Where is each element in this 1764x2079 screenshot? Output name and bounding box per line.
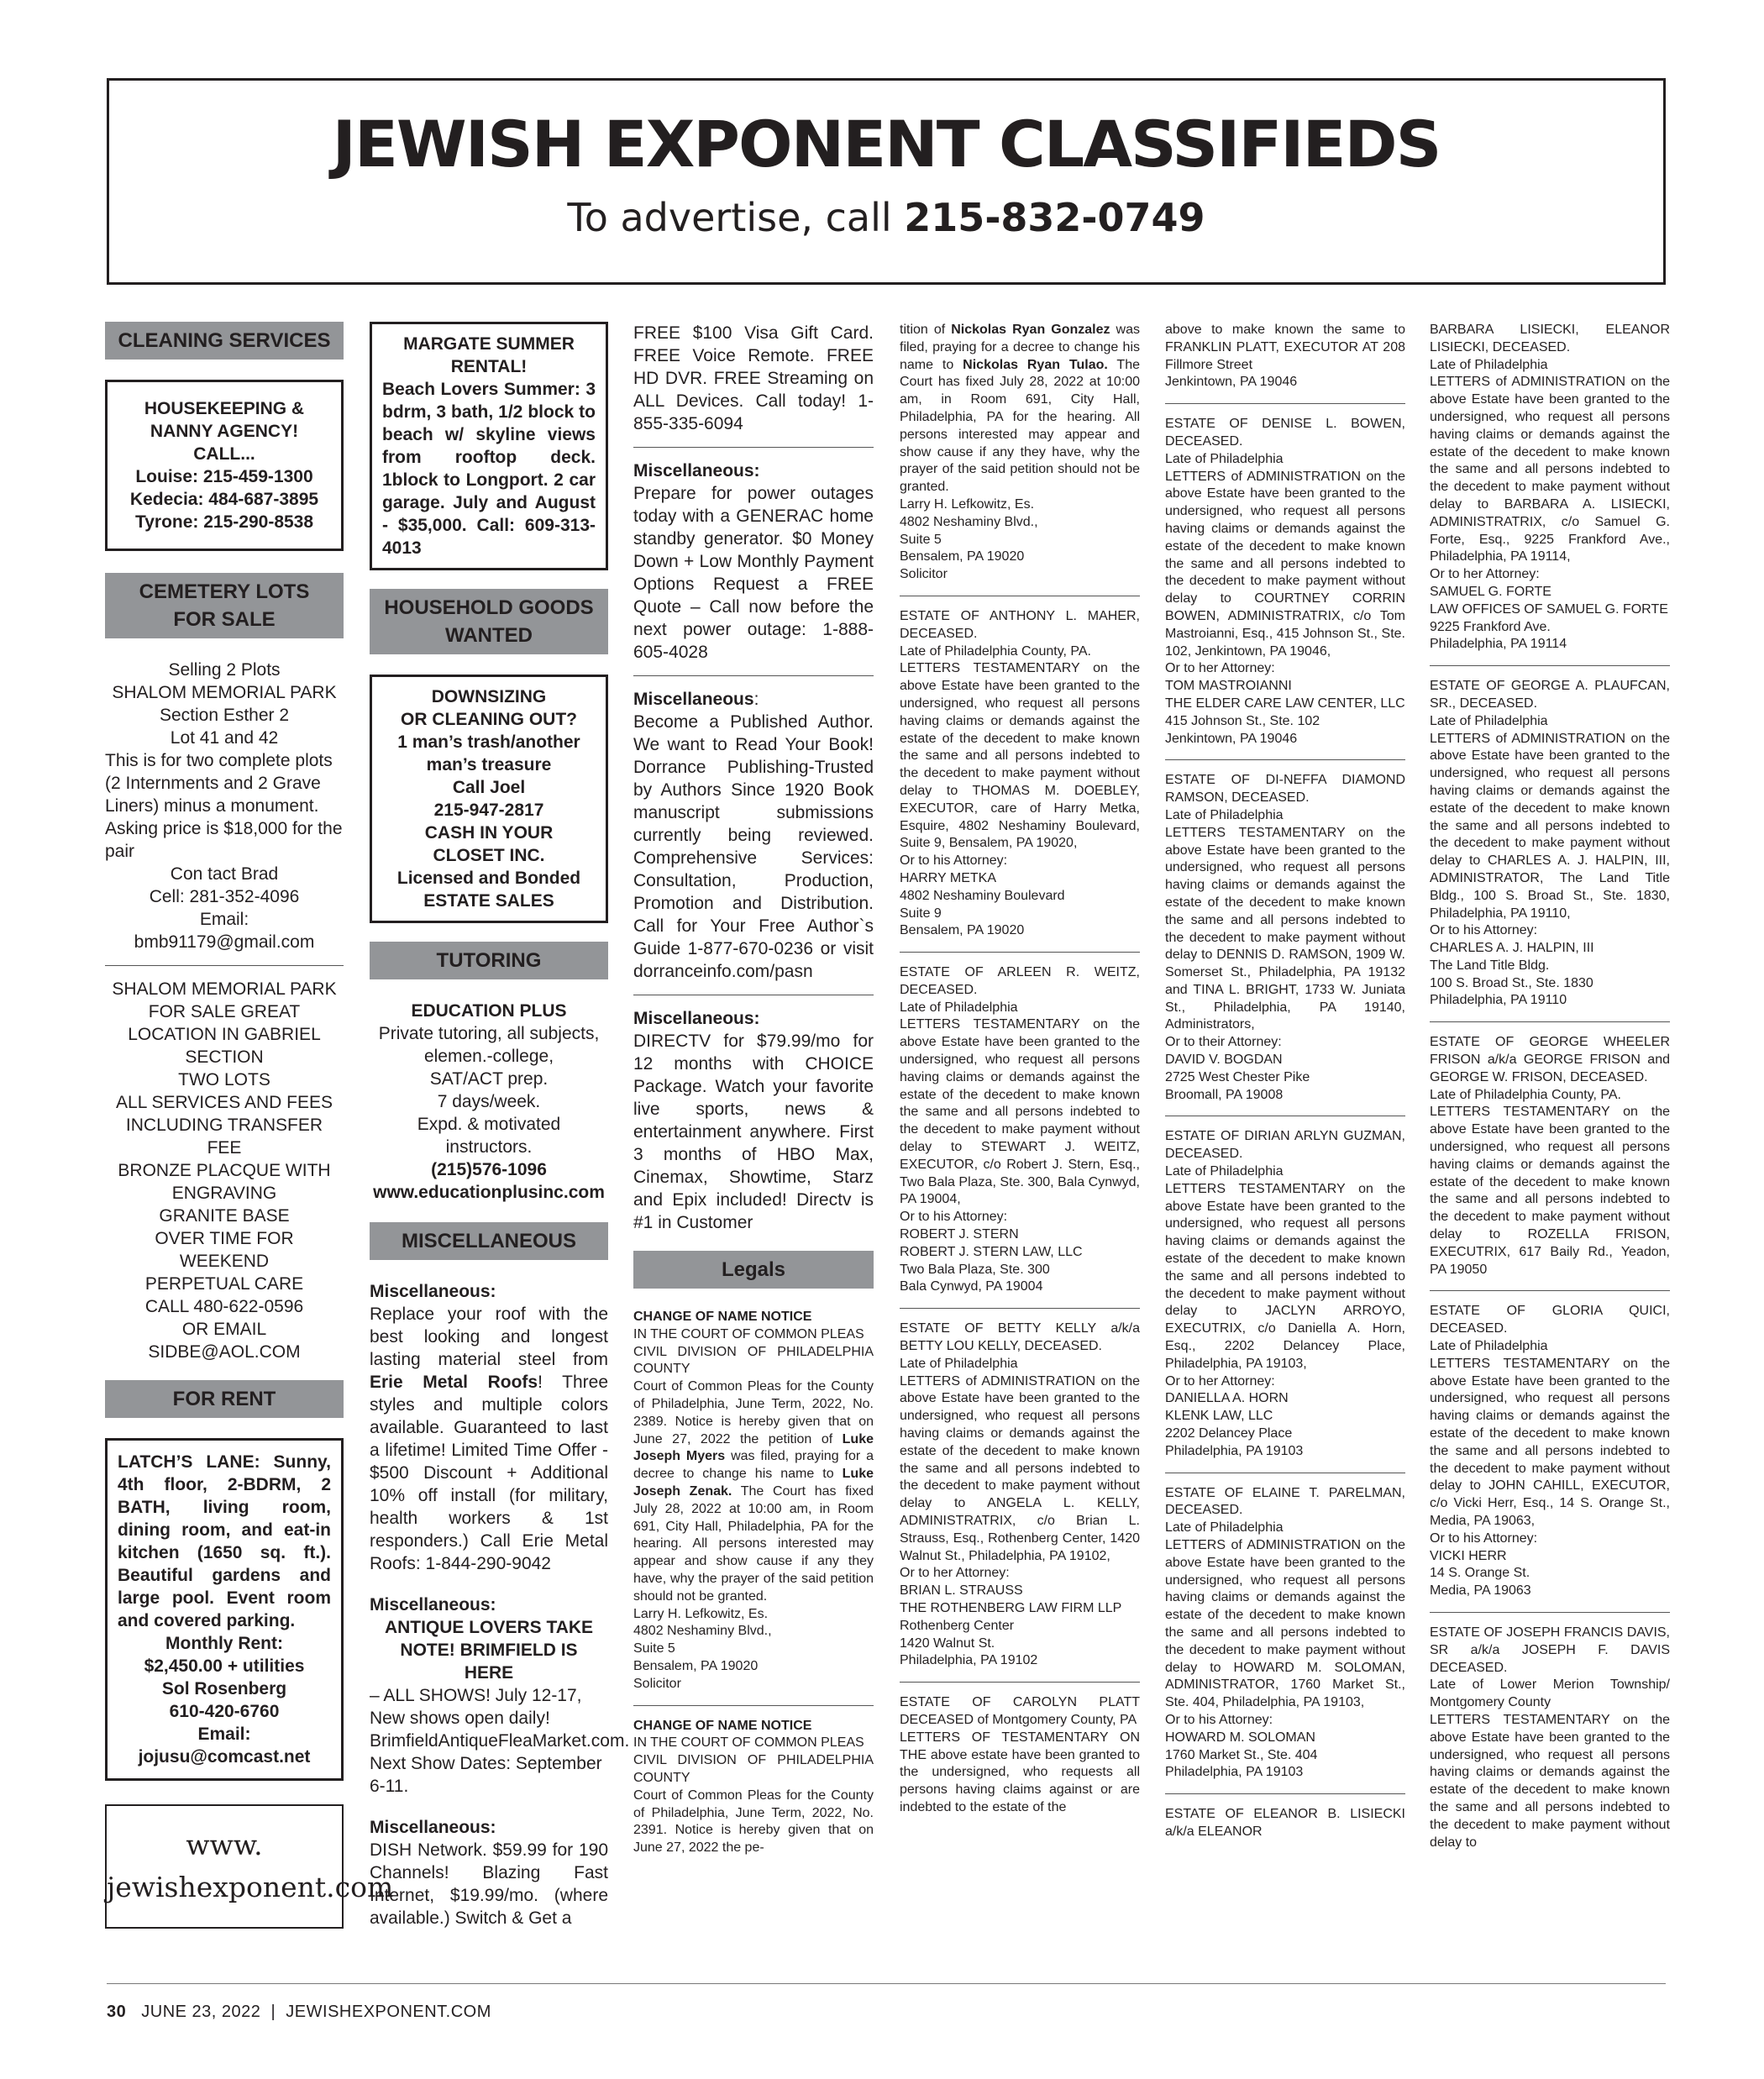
divider (633, 447, 874, 448)
name-notice-2-continued (900, 322, 1140, 584)
name-notice-2-heading: CHANGE OF NAME NOTICE (633, 1718, 812, 1733)
divider (1430, 1021, 1670, 1022)
misc-2-heading: Miscellaneous: (370, 1595, 496, 1614)
column-1 (105, 322, 394, 1929)
estate-notice: ESTATE OF ARLEEN R. WEITZ, DECEASED. Late of Philadelphia LETTERS TESTAMENTARY on the above Estate have been granted to the undersigned, who request all persons having claims or demands against the estate of the decedent to make known the same and all persons indebted to the decedent to make payment without delay to STEWART J. WEITZ, EXECUTOR, c/o Robert J. Stern, Esq., Two Bala Plaza, Ste. 300, Bala Cynwyd, PA 19004, Or to his Attorney: ROBERT J. STERN ROBERT J. STERN LAW, LLC Two Bala Plaza, Ste. 300 Bala Cynwyd, PA 19004 (900, 965, 1140, 1294)
housekeeping-ad: HOUSEKEEPING & NANNY AGENCY! CALL... Louise: 215-459-1300 Kedecia: 484-687-3895 Tyrone: 215-290-8538 (105, 380, 344, 551)
divider (900, 952, 1140, 953)
section-header-cleaning: CLEANING SERVICES (105, 322, 344, 360)
divider (1430, 665, 1670, 666)
name-notice-2-e: The Court has fixed July 28, 2022 at 10:00 am, in Room 691, City Hall, Philadelphia, PA for the hearing. All persons interested may appear and show cause if any they have, why the prayer of the said petition should not be granted. Larry H. Lefkowitz, Es. 4802 Neshaminy Blvd., Suite 5 Bensalem, PA 19020 Solicitor (900, 357, 1141, 582)
estate-notice: ESTATE OF ELEANOR B. LISIECKI a/k/a ELEANOR (1165, 1807, 1405, 1839)
tutoring-title: EDUCATION PLUS (411, 1001, 567, 1021)
misc-2-title: ANTIQUE LOVERS TAKE NOTE! BRIMFIELD IS HERE (384, 1618, 594, 1683)
section-header-rent: FOR RENT (105, 1380, 344, 1418)
section-header-miscellaneous: MISCELLANEOUS (370, 1222, 608, 1260)
name-notice-2-newname: Nickolas Ryan Tulao. (963, 357, 1108, 372)
name-notice-1-heading: CHANGE OF NAME NOTICE (633, 1310, 812, 1324)
column-6 (1430, 322, 1670, 1851)
misc-author-heading-text: Miscellaneous (633, 690, 754, 709)
cemetery-ad-1-body: This is for two complete plots (2 Internments and 2 Grave Liners) minus a monument. Asking price is $18,000 for the pair (105, 751, 343, 861)
name-notice-2-name: Nickolas Ryan Gonzalez (951, 323, 1110, 337)
estate-notice: ESTATE OF GLORIA QUICI, DECEASED. Late of Philadelphia LETTERS TESTAMENTARY on the above Estate have been granted to the undersigned, who request all persons having claims or demands against the estate of the decedent to make known the same and all persons indebted to the decedent to make payment without delay to JOHN CAHILL, EXECUTOR, c/o Vicki Herr, Esq., 14 S. Orange St., Media, PA 19063, Or to his Attorney: VICKI HERR 14 S. Orange St. Media, PA 19063 (1430, 1304, 1670, 1599)
estate-notice: ESTATE OF CAROLYN PLATT DECEASED of Montgomery County, PA LETTERS OF TESTAMENTARY ON THE above estate have been granted to the undersigned, who requests all persons having claims against or are indebted to the estate of the (900, 1695, 1140, 1814)
divider (633, 675, 874, 676)
misc-1-body (370, 1303, 608, 1575)
misc-directv-heading: Miscellaneous: (633, 1009, 760, 1028)
advertise-prefix: To advertise, call (567, 195, 905, 240)
rent-ad-contact: Monthly Rent: $2,450.00 + utilities Sol Rosenberg 610-420-6760 Email: jojusu@comcast.net (138, 1634, 311, 1767)
column-3 (633, 322, 874, 1857)
divider (1165, 403, 1405, 404)
estate-notice: ESTATE OF JOSEPH FRANCIS DAVIS, SR a/k/a JOSEPH F. DAVIS DECEASED. Late of Lower Merion Township/ Montgomery County LETTERS TESTAMENTARY on the above Estate have been granted to the undersigned, who request all persons having claims or demands against the estate of the decedent to make known the same and all persons indebted to the decedent to make payment without delay to (1430, 1625, 1670, 1850)
divider (1430, 1612, 1670, 1613)
downsizing-ad: DOWNSIZING OR CLEANING OUT? 1 man’s trash/another man’s treasure Call Joel 215-947-2817 CASH IN YOUR CLOSET INC. Licensed and Bonded ESTATE SALES (370, 675, 608, 923)
misc-generac-body: Prepare for power outages today with a GENERAC home standby generator. $0 Money Down + Low Monthly Payment Options Request a FREE Quote – Call now before the next power outage: 1-888-605-4028 (633, 484, 874, 662)
misc-1-heading: Miscellaneous: (370, 1282, 496, 1301)
divider (105, 965, 344, 966)
divider (1165, 1793, 1405, 1794)
estate-notice-continued: BARBARA LISIECKI, ELEANOR LISIECKI, DECEASED. Late of Philadelphia LETTERS of ADMINISTRATION on the above Estate have been granted to the undersigned, who request all persons having claims or demands against the estate of the decedent to make known the same and all persons indebted to the decedent to make payment without delay to BARBARA A. LISIECKI, ADMINISTRATRIX, c/o Samuel G. Forte, Esq., 9225 Frankford Ave., Philadelphia, PA 19114, Or to her Attorney: SAMUEL G. FORTE LAW OFFICES OF SAMUEL G. FORTE 9225 Frankford Ave. Philadelphia, PA 19114 (1430, 323, 1670, 652)
section-header-legals: Legals (633, 1251, 874, 1289)
rent-ad-body: LATCH’S LANE: Sunny, 4th floor, 2-BDRM, 2 BATH, living room, dining room, and eat-in kitchen (1650 sq. ft.). Beautiful gardens and large pool. Event room and covered parking. (118, 1452, 331, 1630)
misc-1-brand: Erie Metal Roofs (370, 1373, 538, 1392)
column-5 (1165, 322, 1405, 1841)
margate-title: MARGATE SUMMER RENTAL! (403, 334, 575, 376)
divider (900, 1682, 1140, 1683)
dish-continued: FREE $100 Visa Gift Card. FREE Voice Remote. FREE HD DVR. FREE Streaming on ALL Devices. Call today! 1-855-335-6094 (633, 323, 874, 433)
estate-notice: ESTATE OF GEORGE WHEELER FRISON a/k/a GEORGE FRISON and GEORGE W. FRISON, DECEASED. Late of Philadelphia County, PA. LETTERS TESTAMENTARY on the above Estate have been granted to the undersigned, who request all persons having claims or demands against the estate of the decedent to make known the same and all persons indebted to the decedent to make payment without delay to ROZELLA FRISON, EXECUTRIX, 617 Baily Rd., Yeadon, PA 19050 (1430, 1035, 1670, 1277)
cemetery-ad-2: SHALOM MEMORIAL PARK FOR SALE GREAT LOCATION IN GABRIEL SECTION TWO LOTS ALL SERVICES AND FEES INCLUDING TRANSFER FEE BRONZE PLACQUE WITH ENGRAVING GRANITE BASE OVER TIME FOR WEEKEND PERPETUAL CARE CALL 480-622-0596 OR EMAIL SIDBE@AOL.COM (112, 979, 337, 1362)
website-line-2: jewishexponent.com (107, 1871, 394, 1903)
misc-author-body: Become a Published Author. We want to Read Your Book! Dorrance Publishing-Trusted by Authors Since 1920 Book manuscript submissions currently being reviewed. Comprehensive Services: Consultation, Production, Promotion and Distribution. Call for Your Free Author`s Guide 1-877-670-0236 or visit dorranceinfo.com/pasn (633, 712, 874, 981)
name-notice-1-a: IN THE COURT OF COMMON PLEAS CIVIL DIVISION OF PHILADELPHIA COUNTY Court of Common Pleas for the County of Philadelphia, June Term, 2022, No. 2389. Notice is hereby given that on June 27, 2022 the petition of (633, 1326, 874, 1446)
divider (1165, 759, 1405, 760)
estate-notice: ESTATE OF GEORGE A. PLAUFCAN, SR., DECEASED. Late of Philadelphia LETTERS of ADMINISTRATION on the above Estate have been granted to the undersigned, who request all persons having claims or demands against the estate of the decedent to make known the same and all persons indebted to the decedent to make payment without delay to CHARLES A. J. HALPIN, III, ADMINISTRATOR, The Land Title Bldg., 100 S. Broad St., Ste. 1830, Philadelphia, PA 19110, Or to his Attorney: CHARLES A. J. HALPIN, III The Land Title Bldg. 100 S. Broad St., Ste. 1830 Philadelphia, PA 19110 (1430, 679, 1670, 1008)
section-header-cemetery: CEMETERY LOTS FOR SALE (105, 573, 344, 638)
misc-1-text-c: ! Three styles and multiple colors available. Guaranteed to last a lifetime! Limited Time Offer - $500 Discount + Additional 10% off install (for military, health workers & 1st responders.) Call Erie Metal Roofs: 1-844-290-9042 (370, 1373, 608, 1573)
estate-notice: ESTATE OF DIRIAN ARLYN GUZMAN, DECEASED. Late of Philadelphia LETTERS TESTAMENTARY on the above Estate have been granted to the undersigned, who request all persons having claims or demands against the estate of the decedent to make known the same and all persons indebted to the decedent to make payment without delay to JACLYN ARROYO, EXECUTRIX, c/o Daniella A. Horn, Esq., 2202 Delancey Place, Philadelphia, PA 19103, Or to her Attorney: DANIELLA A. HORN KLENK LAW, LLC 2202 Delancey Place Philadelphia, PA 19103 (1165, 1129, 1405, 1458)
column-2 (370, 322, 630, 1929)
estate-notice-continued: above to make known the same to FRANKLIN PLATT, EXECUTOR AT 208 Fillmore Street Jenkintown, PA 19046 (1165, 323, 1405, 390)
section-header-household: HOUSEHOLD GOODS WANTED (370, 589, 608, 654)
tutoring-website: www.educationplusinc.com (373, 1183, 605, 1202)
misc-generac-heading: Miscellaneous: (633, 461, 760, 480)
column-4 (900, 322, 1140, 1817)
rent-ad (105, 1438, 344, 1781)
estate-notice: ESTATE OF DENISE L. BOWEN, DECEASED. Late of Philadelphia LETTERS of ADMINISTRATION on the above Estate have been granted to the undersigned, who request all persons having claims or demands against the estate of the decedent to make known the same and all persons indebted to the decedent to make payment without delay to COURTNEY CORRIN BOWEN, ADMINISTRATRIX, c/o Tom Mastroianni, Esq., 415 Johnson St., Ste. 102, Jenkintown, PA 19046, Or to her Attorney: TOM MASTROIANNI THE ELDER CARE LAW CENTER, LLC 415 Johnson St., Ste. 102 Jenkintown, PA 19046 (1165, 417, 1405, 746)
section-header-tutoring: TUTORING (370, 942, 608, 979)
masthead (107, 78, 1666, 285)
advertise-phone: 215-832-0749 (904, 195, 1205, 240)
name-notice-1-name: Luke Joseph Myers (633, 1431, 874, 1464)
cemetery-ad-1-contact: Con tact Brad Cell: 281-352-4096 Email: bmb91179@gmail.com (134, 864, 315, 952)
footer-date-site: JUNE 23, 2022 | JEWISHEXPONENT.COM (141, 2003, 491, 2021)
name-notice-2-body: IN THE COURT OF COMMON PLEAS CIVIL DIVISION OF PHILADELPHIA COUNTY Court of Common Pleas for the County of Philadelphia, June Term, 2022, No. 2391. Notice is hereby given that on June 27, 2022 the pe- (633, 1735, 874, 1856)
name-notice-1-body (633, 1326, 874, 1693)
misc-3-body: DISH Network. $59.99 for 190 Channels! Blazing Fast Internet, $19.99/mo. (where available.) Switch & Get a (370, 1840, 608, 1928)
cemetery-ad-1-title: Selling 2 Plots SHALOM MEMORIAL PARK Section Esther 2 Lot 41 and 42 (112, 660, 337, 748)
divider (1430, 1290, 1670, 1291)
estate-notice: ESTATE OF ANTHONY L. MAHER, DECEASED. Late of Philadelphia County, PA. LETTERS TESTAMENTARY on the above Estate have been granted to the undersigned, who request all persons having claims or demands against the estate of the decedent to make known the same and all persons indebted to the decedent to make payment without delay to THOMAS M. DOEBLEY, EXECUTOR, care of Harry Metka, Esquire, 4802 Neshaminy Boulevard, Suite 9, Bensalem, PA 19020, Or to his Attorney: HARRY METKA 4802 Neshaminy Boulevard Suite 9 Bensalem, PA 19020 (900, 608, 1140, 938)
misc-author-heading: Miscellaneous: (633, 690, 759, 709)
name-notice-1-e: The Court has fixed July 28, 2022 at 10:00 am, in Room 691, City Hall, Philadelphia, PA for the hearing. All persons interested may appear and show cause if any they have, why the prayer of the said petition should not be granted. Larry H. Lefkowitz, Es. 4802 Neshaminy Blvd., Suite 5 Bensalem, PA 19020 Solicitor (633, 1483, 874, 1691)
tutoring-body: Private tutoring, all subjects, elemen.-college, SAT/ACT prep. 7 days/week. Expd. & motivated instructors. (378, 1024, 600, 1157)
page-number: 30 (107, 2003, 127, 2021)
footer-text (107, 2003, 491, 2022)
page-title: JEWISH EXPONENT CLASSIFIEDS (332, 107, 1441, 181)
website-box[interactable] (105, 1804, 394, 1929)
estate-notice: ESTATE OF ELAINE T. PARELMAN, DECEASED. Late of Philadelphia LETTERS of ADMINISTRATION on the above Estate have been granted to the undersigned, who request all persons having claims or demands against the estate of the decedent to make known the same and all persons indebted to the decedent to make payment without delay to HOWARD M. SOLOMAN, ADMINISTRATOR, 1760 Market St., Ste. 404, Philadelphia, PA 19103, Or to his Attorney: HOWARD M. SOLOMAN 1760 Market St., Ste. 404 Philadelphia, PA 19103 (1165, 1485, 1405, 1780)
name-notice-2-c: was filed, praying for a decree to change his name to (900, 323, 1140, 372)
website-line-1: www. (186, 1829, 263, 1861)
estate-notice: ESTATE OF DI-NEFFA DIAMOND RAMSON, DECEASED. Late of Philadelphia LETTERS TESTAMENTARY on the above Estate have been granted to the undersigned, who request all persons having claims or demands against the estate of the decedent to make known the same and all persons indebted to the decedent to make payment without delay to DENNIS D. RAMSON, 1909 W. Somerset St., Philadelphia, PA 19132 and TINA L. BRIGHT, 1733 W. Juniata St., Philadelphia, PA 19140, Administrators, Or to their Attorney: DAVID V. BOGDAN 2725 West Chester Pike Broomall, PA 19008 (1165, 773, 1405, 1102)
margate-body: Beach Lovers Summer: 3 bdrm, 3 bath, 1/2 block to beach w/ skyline views from rooftop deck. 1block to Longport. 2 car garage. July and August - $35,000. Call: 609-313-4013 (382, 380, 596, 558)
divider (900, 1308, 1140, 1309)
misc-2-body: – ALL SHOWS! July 12-17, New shows open daily! BrimfieldAntiqueFleaMarket.com. Next Show Dates: September 6-11. (370, 1686, 630, 1796)
tutoring-phone: (215)576-1096 (431, 1160, 547, 1179)
estate-notice: ESTATE OF BETTY KELLY a/k/a BETTY LOU KELLY, DECEASED. Late of Philadelphia LETTERS of ADMINISTRATION on the above Estate have been granted to the undersigned, who request all persons having claims or demands against the estate of the decedent to make known the same and all persons indebted to the decedent to make payment without delay to ANGELA L. KELLY, ADMINISTRATRIX, c/o Brian L. Strauss, Esq., Rothenberg Center, 1420 Walnut St., Philadelphia, PA 19102, Or to her Attorney: BRIAN L. STRAUSS THE ROTHENBERG LAW FIRM LLP Rothenberg Center 1420 Walnut St. Philadelphia, PA 19102 (900, 1321, 1140, 1668)
misc-1-text-a: Replace your roof with the best looking and longest lasting material steel from (370, 1305, 608, 1369)
page-footer (107, 1983, 1666, 2021)
name-notice-2-a: tition of (900, 323, 952, 337)
name-notice-1-newname: Luke Joseph Zenak. (633, 1467, 874, 1499)
advertise-line (109, 195, 1663, 240)
name-notice-1-c: was filed, praying for a decree to change his name to (633, 1449, 874, 1482)
divider (633, 1705, 874, 1706)
margate-ad (370, 322, 608, 570)
misc-directv-body: DIRECTV for $79.99/mo for 12 months with CHOICE Package. Watch your favorite live sports, news & entertainment anywhere. First 3 months of HBO Max, Cinemax, Showtime, Starz and Epix included! Directv is #1 in Customer (633, 1032, 874, 1232)
misc-3-heading: Miscellaneous: (370, 1818, 496, 1837)
